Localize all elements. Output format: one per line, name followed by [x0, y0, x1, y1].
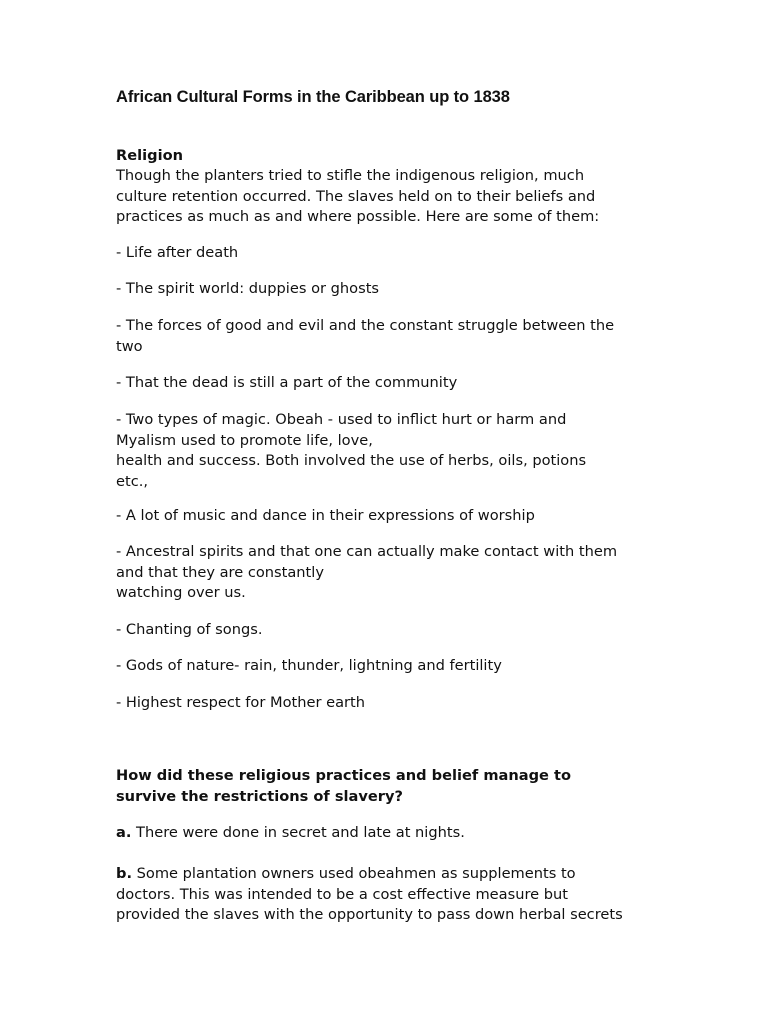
- answer-label: b.: [116, 865, 132, 882]
- bullet-item: - The forces of good and evil and the constant struggle between the two: [116, 317, 615, 355]
- bullet-item: - The spirit world: duppies or ghosts: [116, 280, 380, 297]
- answer-label: a.: [116, 824, 132, 841]
- bullet-item: - Gods of nature- rain, thunder, lightning and fertility: [116, 657, 502, 674]
- bullet-item: - That the dead is still a part of the community: [116, 374, 458, 391]
- answer-text: Some plantation owners used obeahmen as supplements to doctors. This was intended to be a cost effective measure but provided the slaves with the opportunity to pass down herbal secrets: [116, 865, 623, 923]
- section-heading-religion: Religion: [116, 147, 184, 164]
- answer-item: [116, 823, 656, 844]
- bullet-item: - Two types of magic. Obeah - used to inflict hurt or harm and Myalism used to promote life, love, health and success. Both involved the use of herbs, oils, potions etc.,: [116, 411, 587, 490]
- answer-text: There were done in secret and late at nights.: [131, 824, 465, 841]
- bullet-item: - Life after death: [116, 244, 239, 261]
- document-title: African Cultural Forms in the Caribbean up to 1838: [116, 88, 510, 106]
- intro-paragraph: Though the planters tried to stifle the indigenous religion, much culture retention occurred. The slaves held on to their beliefs and practices as much as and where possible. Here are some of them:: [116, 167, 600, 225]
- bullet-item: - Chanting of songs.: [116, 621, 263, 638]
- question-heading: How did these religious practices and belief manage to survive the restrictions of slavery?: [116, 767, 572, 805]
- bullet-item: - Highest respect for Mother earth: [116, 694, 365, 711]
- answer-item: [116, 864, 656, 926]
- bullet-item: - Ancestral spirits and that one can actually make contact with them and that they are constantly watching over us.: [116, 543, 618, 601]
- bullet-item: - A lot of music and dance in their expressions of worship: [116, 507, 535, 524]
